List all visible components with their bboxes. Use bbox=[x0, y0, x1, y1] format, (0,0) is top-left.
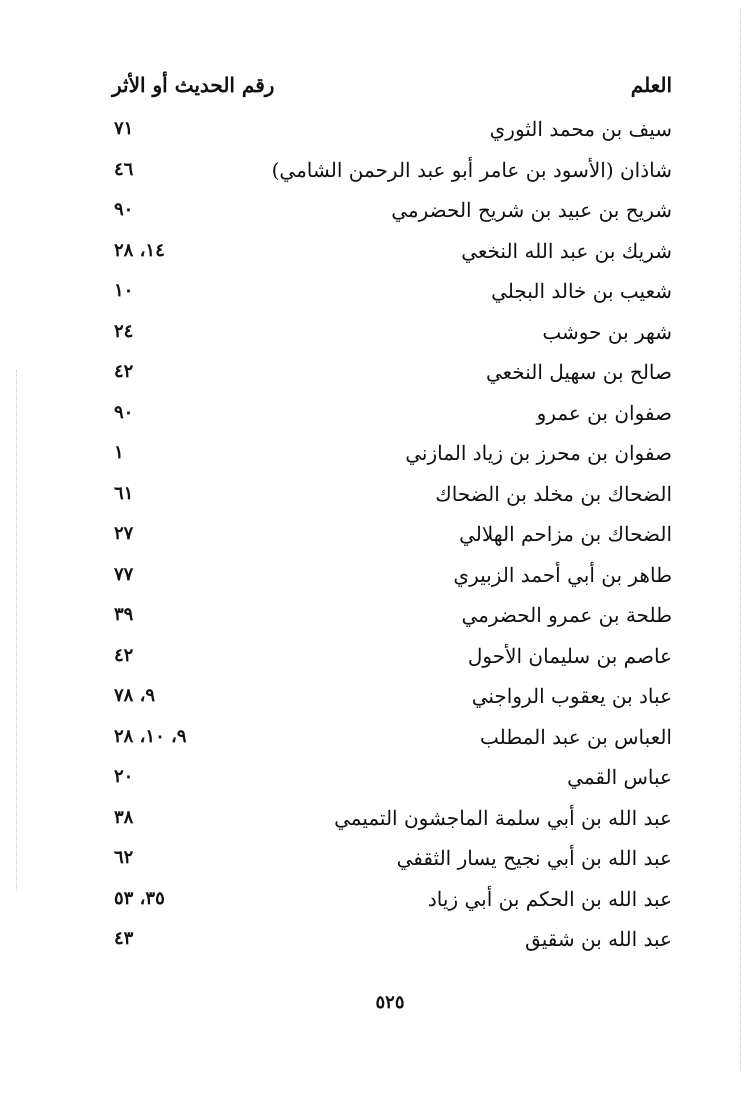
hadith-number: ١٤، ٢٨ bbox=[114, 239, 165, 261]
table-row bbox=[100, 676, 680, 717]
hadith-number: ٦١ bbox=[114, 482, 134, 504]
table-row bbox=[100, 555, 680, 596]
narrator-name: عباس القمي bbox=[567, 765, 672, 789]
hadith-number: ٦٢ bbox=[114, 847, 134, 868]
table-row bbox=[100, 636, 680, 677]
table-row bbox=[100, 838, 680, 879]
column-header-reference: رقم الحديث أو الأثر bbox=[112, 73, 275, 97]
narrator-name: طلحة بن عمرو الحضرمي bbox=[461, 603, 672, 627]
table-row bbox=[100, 879, 680, 920]
hadith-number: ٢٤ bbox=[114, 320, 134, 342]
table-row bbox=[100, 393, 680, 434]
index-table-body bbox=[100, 109, 680, 960]
page-edge-right bbox=[740, 10, 742, 1070]
hadith-number: ٩٠ bbox=[114, 199, 134, 220]
narrator-name: عباد بن يعقوب الرواجني bbox=[471, 684, 672, 708]
hadith-number: ٣٨ bbox=[114, 806, 134, 828]
hadith-number: ٤٦ bbox=[114, 158, 134, 180]
table-row bbox=[100, 271, 680, 312]
narrator-name: شريح بن عبيد بن شريح الحضرمي bbox=[391, 198, 672, 222]
narrator-name: عبد الله بن أبي سلمة الماجشون التميمي bbox=[334, 805, 672, 830]
hadith-number: ٧٧ bbox=[114, 563, 134, 585]
narrator-name: عبد الله بن أبي نجيح يسار الثقفي bbox=[396, 846, 672, 870]
table-row bbox=[100, 433, 680, 474]
narrator-name: صالح بن سهيل النخعي bbox=[485, 360, 672, 384]
hadith-number: ٣٩ bbox=[114, 604, 134, 625]
page-number: ٥٢٥ bbox=[375, 992, 405, 1013]
narrator-name: طاهر بن أبي أحمد الزبيري bbox=[453, 562, 672, 587]
table-row bbox=[100, 757, 680, 798]
narrator-name: الضحاك بن مخلد بن الضحاك bbox=[435, 481, 672, 506]
narrator-name: صفوان بن محرز بن زياد المازني bbox=[405, 441, 672, 465]
table-row bbox=[100, 717, 680, 758]
table-row bbox=[100, 352, 680, 393]
hadith-number: ٩، ٧٨ bbox=[114, 685, 156, 706]
narrator-name: عبد الله بن الحكم بن أبي زياد bbox=[427, 886, 672, 911]
narrator-name: العباس بن عبد المطلب bbox=[479, 724, 672, 749]
hadith-number: ٧١ bbox=[114, 118, 134, 139]
table-row bbox=[100, 312, 680, 353]
narrator-name: شعيب بن خالد البجلي bbox=[491, 279, 672, 303]
hadith-number: ٢٧ bbox=[114, 523, 134, 544]
narrator-name: سيف بن محمد الثوري bbox=[489, 117, 672, 141]
table-row bbox=[100, 231, 680, 272]
hadith-number: ٣٥، ٥٣ bbox=[114, 887, 165, 909]
table-row bbox=[100, 150, 680, 191]
hadith-number: ٢٠ bbox=[114, 766, 134, 787]
hadith-number: ٩٠ bbox=[114, 401, 134, 423]
hadith-number: ١ bbox=[114, 442, 124, 463]
index-table-header bbox=[100, 68, 680, 102]
table-row bbox=[100, 514, 680, 555]
hadith-number: ٤٢ bbox=[114, 644, 134, 666]
narrator-name: شريك بن عبد الله النخعي bbox=[461, 238, 672, 263]
table-row bbox=[100, 798, 680, 839]
narrator-name: الضحاك بن مزاحم الهلالي bbox=[459, 522, 672, 546]
narrator-name: عبد الله بن شقيق bbox=[525, 927, 672, 951]
table-row bbox=[100, 595, 680, 636]
narrator-name: شاذان (الأسود بن عامر أبو عبد الرحمن الشامي) bbox=[271, 157, 672, 182]
column-header-name: العلم bbox=[630, 73, 672, 97]
table-row bbox=[100, 190, 680, 231]
narrator-name: صفوان بن عمرو bbox=[536, 400, 672, 425]
table-row bbox=[100, 109, 680, 150]
narrator-name: عاصم بن سليمان الأحول bbox=[467, 643, 672, 668]
hadith-number: ٩، ١٠، ٢٨ bbox=[114, 725, 187, 747]
hadith-number: ٤٢ bbox=[114, 361, 134, 382]
page-edge-left bbox=[16, 370, 18, 890]
narrator-name: شهر بن حوشب bbox=[542, 319, 672, 344]
hadith-number: ٤٣ bbox=[114, 928, 134, 949]
table-row bbox=[100, 474, 680, 515]
hadith-number: ١٠ bbox=[114, 280, 134, 301]
table-row bbox=[100, 919, 680, 960]
